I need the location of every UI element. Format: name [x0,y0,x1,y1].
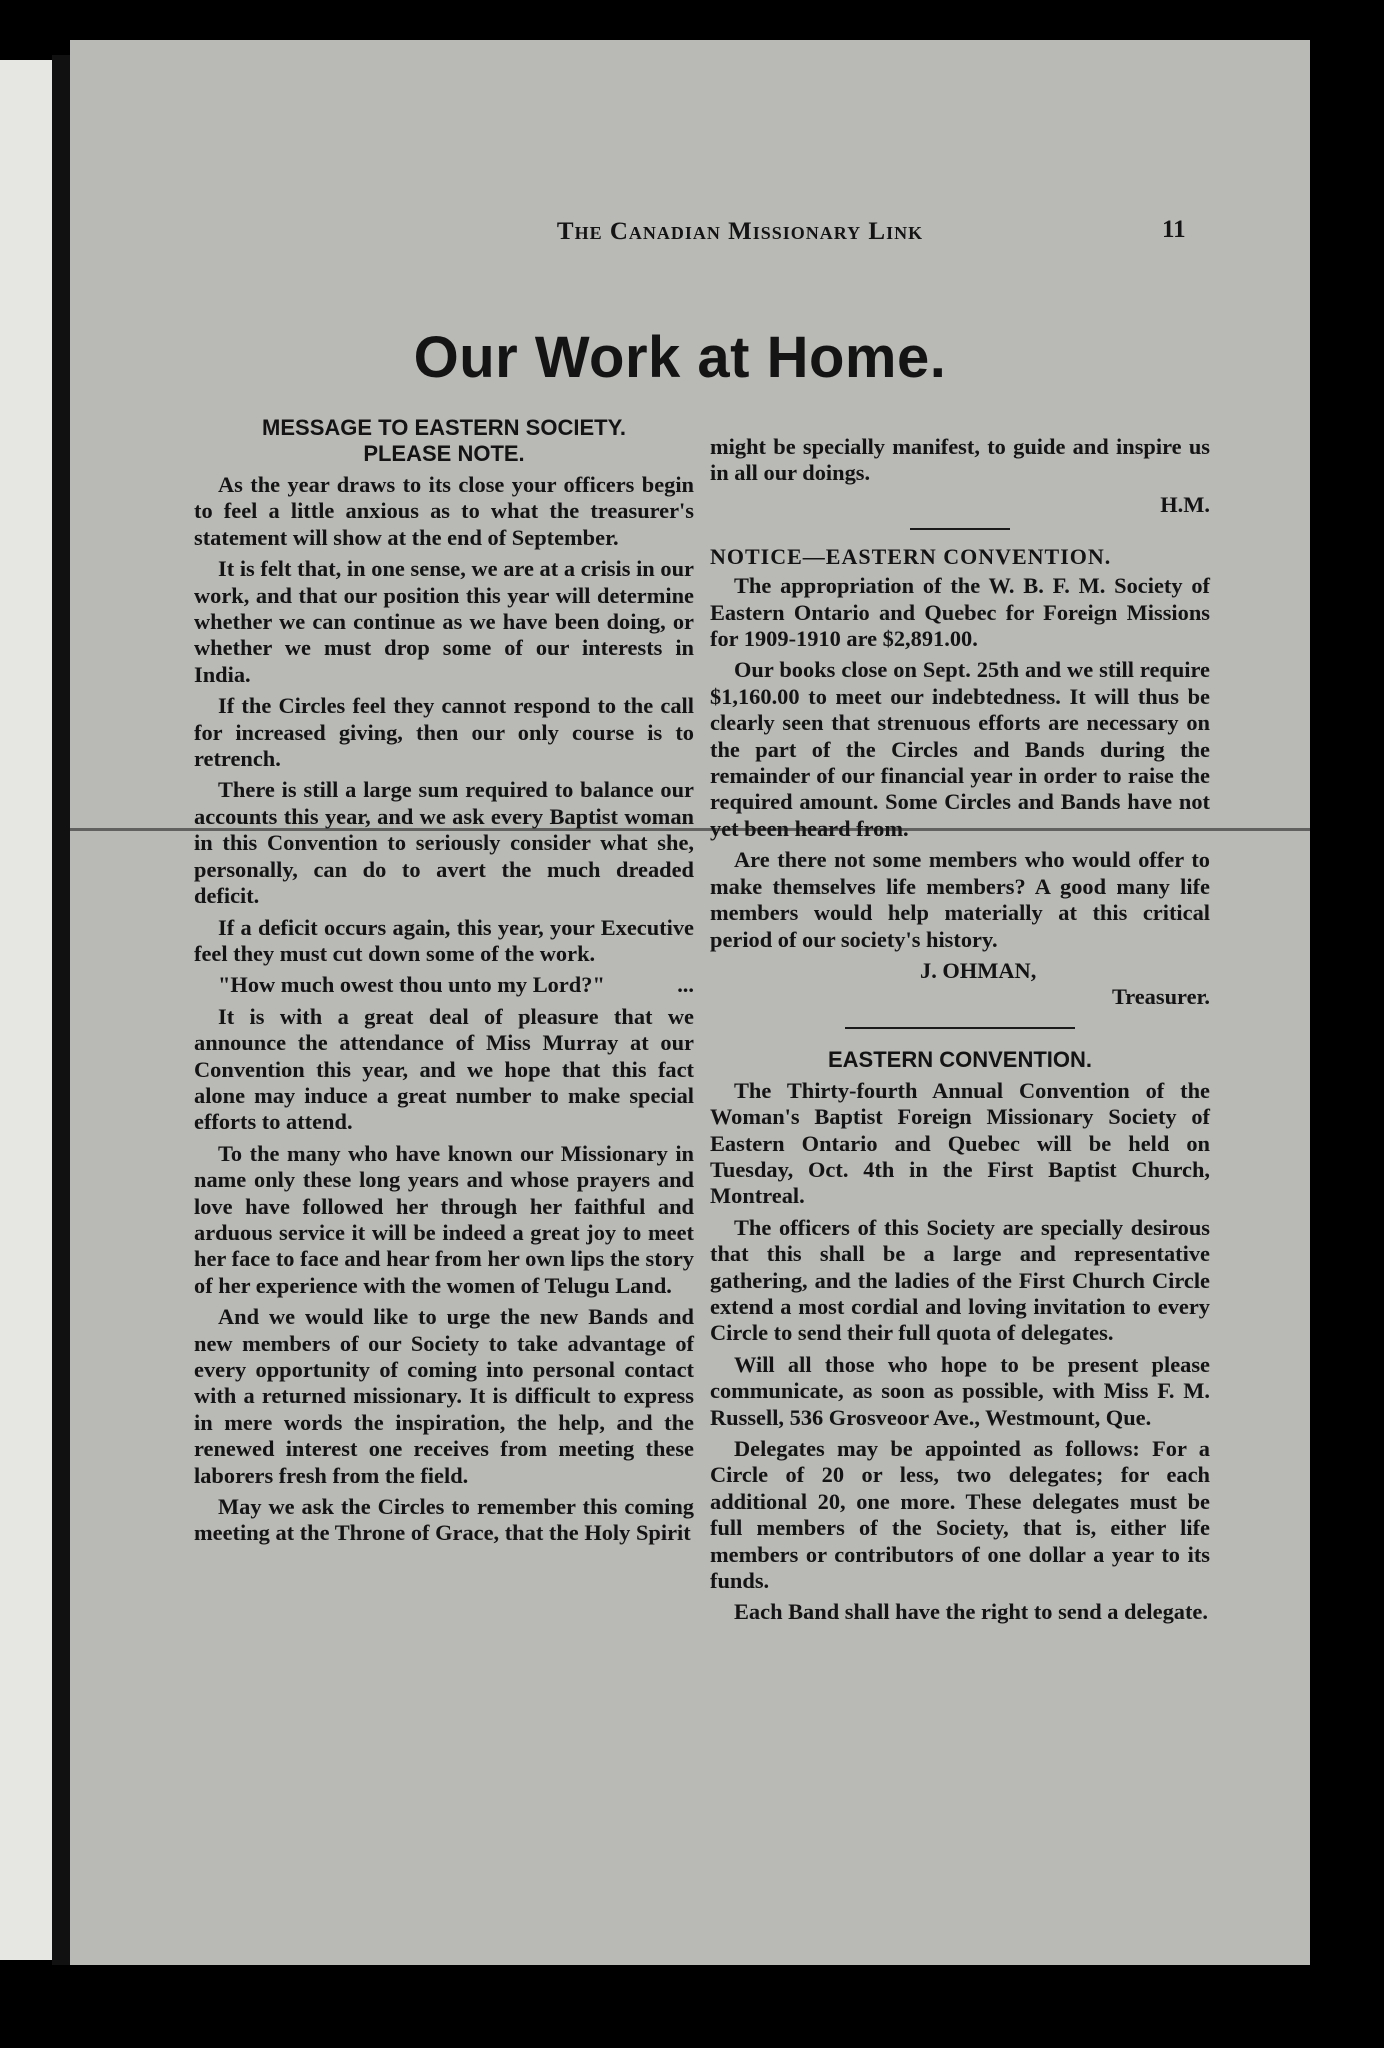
continuation-paragraph: might be specially manifest, to guide and inspire us in all our doings. [710,434,1210,486]
paragraph: To the many who have known our Missionary in name only these long years and whose prayers and love have followed her through her faithful and arduous service it will be indeed a great joy to meet her face to face and hear from her own lips the story of her experience with the women of Telugu Land. [194,1140,694,1298]
signature-name: J. OHMAN, [920,957,1037,983]
quote [194,972,694,998]
paragraph: Will all those who hope to be present please communicate, as soon as possible, with Miss F. M. Russell, 536 Grosveoor Ave., Westmount, Que. [710,1351,1210,1430]
divider [910,528,1010,530]
paragraph: If the Circles feel they cannot respond to the call for increased giving, then our only course is to retrench. [194,693,694,772]
signoff-initials: H.M. [1160,491,1210,517]
section-title: Our Work at Home. [413,325,947,390]
notice-heading: NOTICE—EASTERN CONVENTION. [710,544,1112,570]
left-column [194,415,694,1552]
paragraph: Delegates may be appointed as follows: For a Circle of 20 or less, two delegates; for each additional 20, one more. These delegates must be full members of the Society, that is, either life members or contributors of one dollar a year to its funds. [710,1436,1210,1594]
paragraph: And we would like to urge the new Bands and new members of our Society to take advantage of every opportunity of coming into personal contact with a returned missionary. It is difficult to express in mere words the inspiration, the help, and the renewed interest one receives from meeting these laborers fresh from the field. [194,1304,694,1488]
convention-heading: EASTERN CONVENTION. [827,1046,1093,1072]
paragraph: As the year draws to its close your officers begin to feel a little anxious as to what the treasurer's statement will show at the end of September. [194,472,694,550]
paragraph: The officers of this Society are specially desirous that this shall be a large and representative gathering, and the ladies of the First Church Circle extend a most cordial and loving invitation to every Circle to send their full quota of delegates. [710,1214,1210,1346]
paragraph: If a deficit occurs again, this year, your Executive feel they must cut down some of the work. [194,914,694,966]
article-heading-line1: MESSAGE TO EASTERN SOCIETY. [262,415,626,440]
article-heading-line2: PLEASE NOTE. [363,441,525,466]
paragraph: May we ask the Circles to remember this coming meeting at the Throne of Grace, that the Holy Spirit [194,1494,694,1546]
paragraph: The appropriation of the W. B. F. M. Society of Eastern Ontario and Quebec for Foreign Missions for 1909-1910 are $2,891.00. [710,573,1210,652]
scanned-page [70,40,1310,1965]
paragraph: The Thirty-fourth Annual Convention of the Woman's Baptist Foreign Missionary Society of Eastern Ontario and Quebec will be held on Tuesday, Oct. 4th in the First Baptist Church, Montreal. [710,1077,1210,1209]
signature-title: Treasurer. [1111,984,1210,1010]
paragraph: It is with a great deal of pleasure that we announce the attendance of Miss Murray at our Convention this year, and we hope that this fact alone may induce a great number to make special efforts to attend. [194,1003,694,1135]
page-number: 11 [1162,216,1186,243]
paragraph: Are there not some members who would offer to make themselves life members? A good many life members would help materially at this critical period of our society's history. [710,847,1210,952]
paragraph: Each Band shall have the right to send a delegate. [734,1599,1208,1625]
paragraph: Our books close on Sept. 25th and we still require $1,160.00 to meet our indebtedness. It will thus be clearly seen that strenuous efforts are necessary on the part of the Circles and Bands during the remainder of our financial year in order to raise the required amount. Some Circles and Bands have not yet been heard from. [710,657,1210,841]
quote-ellipsis: ... [677,972,694,998]
quote-text: "How much owest thou unto my Lord?" [218,972,605,998]
paragraph: It is felt that, in one sense, we are at a crisis in our work, and that our position this year will determine whether we can continue as we have been doing, or whether we must drop some of our interests in India. [194,556,694,687]
article-heading [194,415,694,467]
paragraph: There is still a large sum required to balance our accounts this year, and we ask every Baptist woman in this Convention to seriously consider what she, personally, can do to avert the much dreaded deficit. [194,777,694,909]
right-column [710,434,1210,1631]
running-header: The Canadian Missionary Link [556,218,924,245]
divider [845,1027,1075,1029]
